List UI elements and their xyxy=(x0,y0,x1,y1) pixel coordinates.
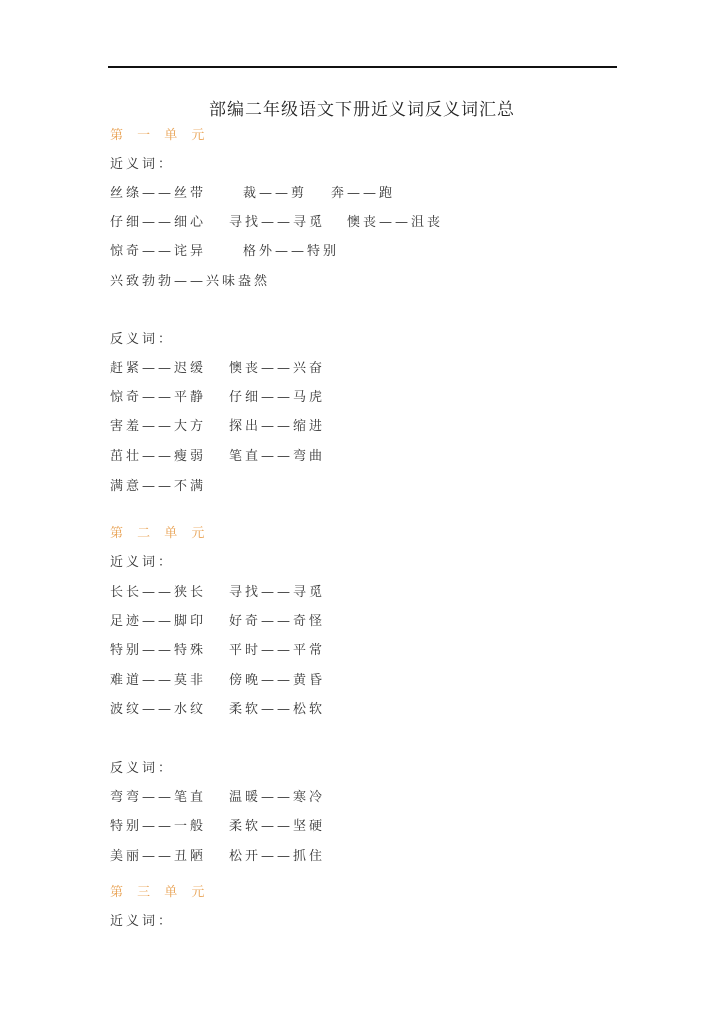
word-pair: 格外——特别 xyxy=(243,244,340,259)
word-pair: 惊奇——平静 xyxy=(110,390,207,405)
word-pair: 柔软——松软 xyxy=(229,702,326,717)
word-pair: 笔直——弯曲 xyxy=(229,449,326,464)
word-pair: 波纹——水纹 xyxy=(110,702,207,717)
word-pair: 裁——剪 xyxy=(243,186,308,201)
word-pair: 寻找——寻觅 xyxy=(229,585,326,600)
word-pair: 美丽——丑陋 xyxy=(110,849,207,864)
word-pair: 懊丧——沮丧 xyxy=(347,215,444,230)
unit-2-synonyms-label: 近义词： xyxy=(110,555,175,570)
unit-3-heading: 第 三 单 元 xyxy=(110,885,210,900)
unit-1-synonyms-label: 近义词： xyxy=(110,157,175,172)
word-pair: 柔软——坚硬 xyxy=(229,819,326,834)
word-pair: 仔细——细心 xyxy=(110,215,207,230)
unit-1-heading: 第 一 单 元 xyxy=(110,128,210,143)
document-title: 部编二年级语文下册近义词反义词汇总 xyxy=(209,100,515,120)
word-pair: 懊丧——兴奋 xyxy=(229,361,326,376)
word-pair: 长长——狭长 xyxy=(110,585,207,600)
unit-2-antonyms-label: 反义词： xyxy=(110,761,175,776)
word-pair: 傍晚——黄昏 xyxy=(229,673,326,688)
word-pair: 赶紧——迟缓 xyxy=(110,361,207,376)
word-pair: 松开——抓住 xyxy=(229,849,326,864)
word-pair: 平时——平常 xyxy=(229,643,326,658)
word-pair: 难道——莫非 xyxy=(110,673,207,688)
word-pair: 弯弯——笔直 xyxy=(110,790,207,805)
word-pair: 足迹——脚印 xyxy=(110,614,207,629)
word-pair: 满意——不满 xyxy=(110,479,207,494)
word-pair: 兴致勃勃——兴味盎然 xyxy=(110,274,271,289)
word-pair: 特别——一般 xyxy=(110,819,207,834)
word-pair: 探出——缩进 xyxy=(229,419,326,434)
word-pair: 寻找——寻觅 xyxy=(229,215,326,230)
header-rule xyxy=(108,66,617,68)
unit-2-heading: 第 二 单 元 xyxy=(110,526,210,541)
word-pair: 奔——跑 xyxy=(331,186,396,201)
unit-1-antonyms-label: 反义词： xyxy=(110,332,175,347)
word-pair: 害羞——大方 xyxy=(110,419,207,434)
word-pair: 好奇——奇怪 xyxy=(229,614,326,629)
word-pair: 温暖——寒冷 xyxy=(229,790,326,805)
word-pair: 特别——特殊 xyxy=(110,643,207,658)
word-pair: 仔细——马虎 xyxy=(229,390,326,405)
word-pair: 茁壮——瘦弱 xyxy=(110,449,207,464)
word-pair: 丝绦——丝带 xyxy=(110,186,207,201)
word-pair: 惊奇——诧异 xyxy=(110,244,207,259)
unit-3-synonyms-label: 近义词： xyxy=(110,914,175,929)
